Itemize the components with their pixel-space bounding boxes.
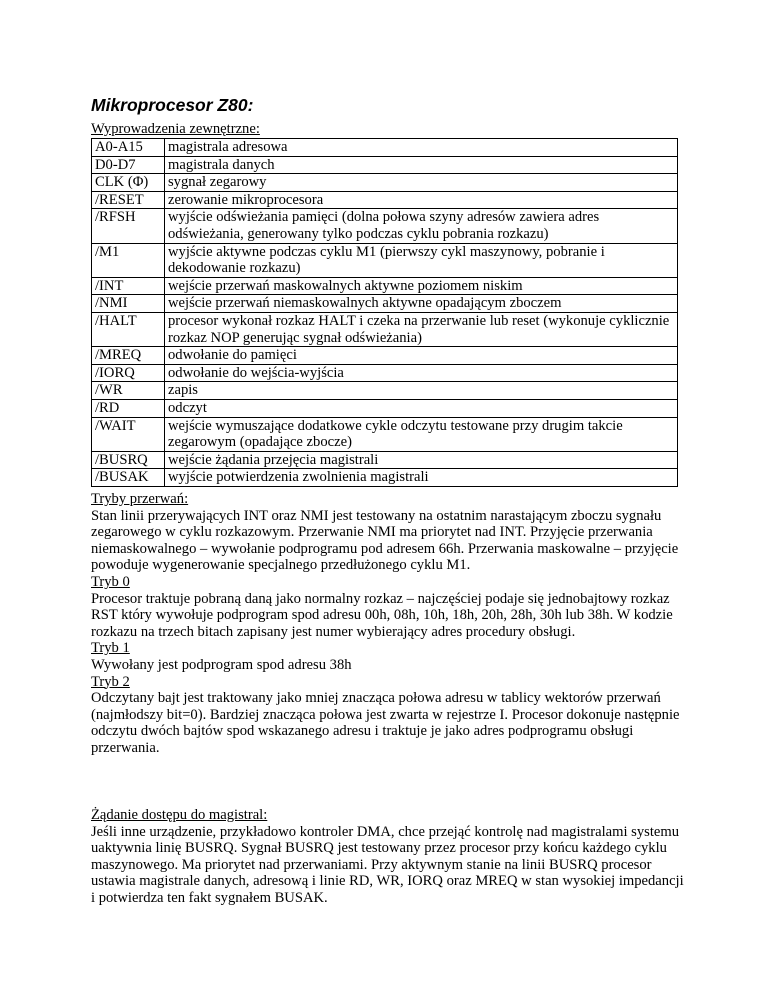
pin-row [92,347,678,365]
pin-row [92,191,678,209]
bus-request-text: Jeśli inne urządzenie, przykładowo kontroler DMA, chce przejąć kontrolę nad magistralami systemu uaktywnia linię BUSRQ. Sygnał BUSRQ jest testowany przez procesor przy końcu każdego cyklu maszynowego. Ma priorytet nad przerwaniami. Przy aktywnym stanie na linii BUSRQ procesor ustawia magistrale danych, adresową i linie RD, WR, IORQ oraz MREQ w stan wysokiej impedancji i potwierdza ten fakt sygnałem BUSAK. [91,823,684,906]
pin-description: sygnał zegarowy [165,174,678,192]
mode-2-text: Odczytany bajt jest traktowany jako mniej znacząca połowa adresu w tablicy wektorów przerwań (najmłodszy bit=0). Bardziej znacząca połowa jest zwarta w rejestrze I. Procesor dokonuje następnie odczytu dwóch bajtów spod wskazanego adresu i traktuje je jako adres podprogramu obsługi przerwania. [91,690,680,756]
pin-signal: /BUSAK [92,469,165,487]
pin-row [92,312,678,346]
pin-row [92,399,678,417]
pin-signal: /RD [92,399,165,417]
pin-row [92,364,678,382]
pin-description: procesor wykonał rozkaz HALT i czeka na przerwanie lub reset (wykonuje cyklicznie rozkaz NOP generując sygnał odświeżania) [165,312,678,346]
pin-signal: CLK (Φ) [92,174,165,192]
pin-signal: /BUSRQ [92,451,165,469]
pin-signal: /HALT [92,312,165,346]
interrupt-intro-text: Stan linii przerywających INT oraz NMI jest testowany na ostatnim narastającym zboczu sygnału zegarowego w cyklu rozkazowym. Przerwanie NMI ma priorytet nad INT. Przyjęcie przerwania niemaskowalnego – wywołanie podprogramu pod adresem 66h. Przerwania maskowalne – przyjęcie powoduje wygenerowanie specjalnego przedłużonego cyklu M1. [91,507,679,574]
pin-signal: D0-D7 [92,156,165,174]
pin-description: magistrala danych [165,156,678,174]
pin-signal: /M1 [92,243,165,277]
pin-row [92,139,678,157]
pin-description: wejście przerwań maskowalnych aktywne poziomem niskim [165,277,678,295]
mode-1-heading: Tryb 1 [91,640,130,657]
page-title: Mikroprocesor Z80: [91,95,254,115]
mode-2-heading: Tryb 2 [91,673,130,690]
pin-signal: /MREQ [92,347,165,365]
pin-description: zapis [165,382,678,400]
mode-0-text: Procesor traktuje pobraną daną jako normalny rozkaz – najczęściej podaje się jednobajtowy rozkaz RST który wywołuje podprogram spod adresu 00h, 08h, 10h, 18h, 20h, 28h, 30h lub 38h. W kodzie rozkazu na trzech bitach zapisany jest numer wybierający adres procedury obsługi. [91,590,673,640]
pin-signal: /IORQ [92,364,165,382]
interrupt-modes-section [91,491,691,757]
pin-row [92,277,678,295]
interrupt-modes-heading: Tryby przerwań: [91,491,189,507]
pin-row [92,382,678,400]
pin-signal: /INT [92,277,165,295]
pin-row [92,243,678,277]
pin-description: odwołanie do pamięci [165,347,678,365]
pin-row [92,156,678,174]
pin-signal: A0-A15 [92,139,165,157]
pin-description: wyjście potwierdzenia zwolnienia magistrali [165,469,678,487]
pin-description: wejście przerwań niemaskowalnych aktywne opadającym zboczem [165,295,678,313]
pin-signal: /RFSH [92,209,165,243]
pin-signal: /NMI [92,295,165,313]
pin-table [91,138,678,487]
pin-row [92,174,678,192]
pin-row [92,451,678,469]
pin-description: magistrala adresowa [165,139,678,157]
pin-description: wejście żądania przejęcia magistrali [165,451,678,469]
pin-description: zerowanie mikroprocesora [165,191,678,209]
pin-signal: /RESET [92,191,165,209]
pin-signal: /WR [92,382,165,400]
pin-description: wyjście odświeżania pamięci (dolna połowa szyny adresów zawiera adres odświeżania, generowany tylko podczas cyklu pobrania rozkazu) [165,209,678,243]
mode-1-text: Wywołany jest podprogram spod adresu 38h [91,656,352,673]
bus-request-heading: Żądanie dostępu do magistral: [91,807,268,823]
pin-description: odczyt [165,399,678,417]
pin-row [92,469,678,487]
pins-heading: Wyprowadzenia zewnętrzne: [91,121,260,137]
pin-description: odwołanie do wejścia-wyjścia [165,364,678,382]
pin-row [92,295,678,313]
pin-description: wejście wymuszające dodatkowe cykle odczytu testowane przy drugim takcie zegarowym (opadające zbocze) [165,417,678,451]
mode-0-heading: Tryb 0 [91,573,130,590]
pin-description: wyjście aktywne podczas cyklu M1 (pierwszy cykl maszynowy, pobranie i dekodowanie rozkazu) [165,243,678,277]
pin-row [92,209,678,243]
pin-signal: /WAIT [92,417,165,451]
pin-row [92,417,678,451]
bus-request-section [91,807,691,907]
pin-table-body [92,139,678,487]
